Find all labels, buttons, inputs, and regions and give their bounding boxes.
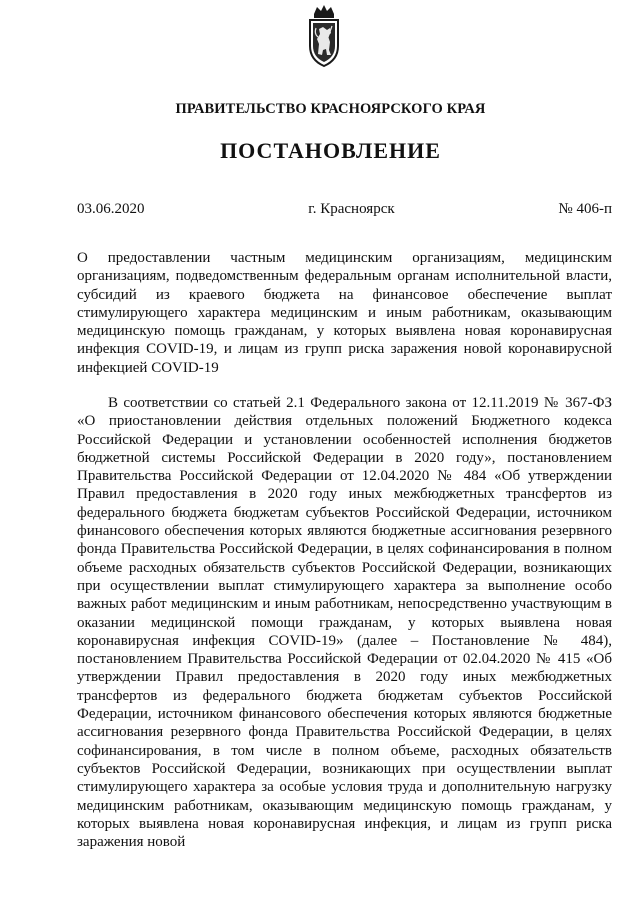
document-date: 03.06.2020 [77, 201, 145, 217]
document-subject: О предоставлении частным медицинским организациям, медицинским организациям, подведомственным федеральным органам исполнительной власти, субсидий из краевого бюджета на финансовое обеспечение выплат стимулирующего характера медицинским и иным работникам, оказывающим медицинскую помощь гражданам, у которых выявлена новая коронавирусная инфекция COVID-19, и лицам из групп риска заражения новой коронавирусной инфекцией COVID-19 [77, 250, 612, 376]
government-title: ПРАВИТЕЛЬСТВО КРАСНОЯРСКОГО КРАЯ [175, 101, 486, 117]
document-type-title: ПОСТАНОВЛЕНИЕ [220, 138, 441, 163]
document-meta-row [77, 201, 612, 218]
krasnoyarsk-coat-of-arms-icon [303, 4, 345, 70]
document-body-paragraph: В соответствии со статьей 2.1 Федерального закона от 12.11.2019 № 367-ФЗ «О приостановлении действия отдельных положений Бюджетного кодекса Российской Федерации и установлении особенностей исполнения бюджетов бюджетной системы Российской Федерации в 2020 году», постановлением Правительства Российской Федерации от 12.04.2020 № 484 «Об утверждении Правил предоставления в 2020 году иных межбюджетных трансфертов из федерального бюджета бюджетам субъектов Российской Федерации, источником финансового обеспечения которых являются бюджетные ассигнования резервного фонда Правительства Российской Федерации, в целях софинансирования в полном объеме расходных обязательств субъектов Российской Федерации, возникающих при осуществлении выплат стимулирующего характера за выполнение особо важных работ медицинским и иным работникам, непосредственно участвующим в оказании медицинской помощи гражданам, у которых выявлена новая коронавирусная инфекция COVID-19» (далее – Постановление № 484), постановлением Правительства Российской Федерации от 02.04.2020 № 415 «Об утверждении Правил предоставления в 2020 году иных межбюджетных трансфертов из федерального бюджета бюджетам субъектов Российской Федерации, источником финансового обеспечения которых являются бюджетные ассигнования резервного фонда Правительства Российской Федерации, в целях софинансирования, в том числе в полном объеме, расходных обязательств субъектов Российской Федерации, возникающих при осуществлении выплат стимулирующего характера за особые условия труда и дополнительную нагрузку медицинским работникам, оказывающим медицинскую помощь гражданам, у которых выявлена новая коронавирусная инфекция, и лицам из групп риска заражения новой [77, 395, 612, 851]
document-number: № 406-п [558, 201, 612, 217]
document-city: г. Красноярск [308, 201, 395, 217]
